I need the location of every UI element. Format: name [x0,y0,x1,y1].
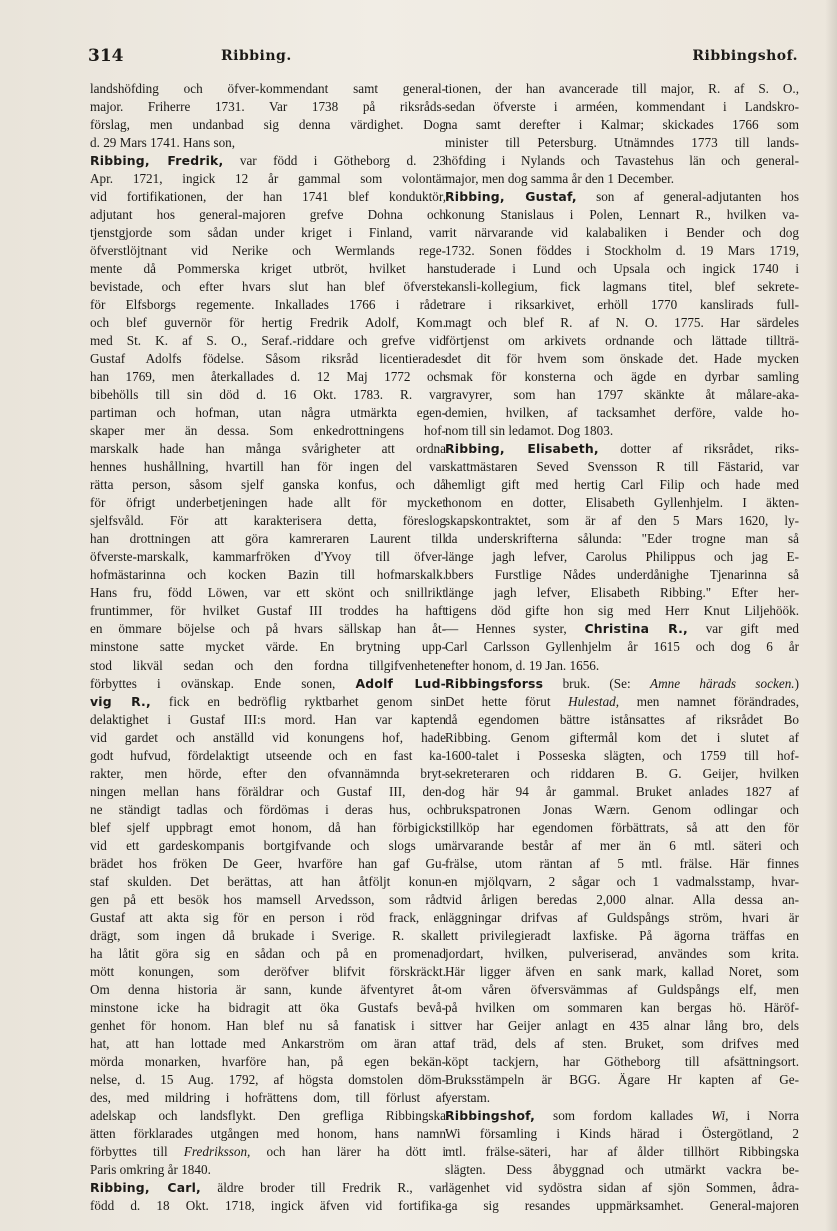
line-text: fick en bedröflig ryktbarhet genom sin [150,693,446,709]
text-line [90,350,446,368]
line-text: men namnet förändrades, [619,693,799,709]
line-text: Paris omkring år 1840. [90,1161,211,1177]
text-line [445,1197,799,1215]
line-text: delaktighet i Gustaf III:s mord. Han var kapten [90,711,446,727]
line-text: sekreteraren och riddaren B. G. Geijer, hvilken [445,765,799,781]
line-text: en ömmare böjelse och på hvars sällskap han åt- [90,621,446,637]
line-text: var född i Götheborg d. 23 [223,153,446,169]
text-line [90,494,446,512]
text-line [90,927,446,945]
text-line [90,909,446,927]
text-line [445,1071,799,1089]
entry-headword: Ribbing, Carl, [90,1179,201,1195]
text-line [90,260,446,278]
line-text: — Hennes syster, [445,621,585,637]
text-line [90,657,446,675]
right-column [445,80,799,1215]
text-line [445,134,799,152]
text-line [445,1089,799,1107]
italic-text: Wi, [711,1107,729,1123]
text-line [445,945,799,963]
text-line [90,963,446,981]
line-text: brukspatronen Jonas Wærn. Genom odlingar och [445,801,799,817]
line-text: rätta person, såsom sjelf ganska konfus, och då [90,477,446,493]
line-text: brädet hos fröken De Geer, hvarföre han gaf Gu- [90,855,446,871]
text-line [90,1017,446,1035]
line-text: han 1769, men återkallades d. 12 Maj 1772 och [90,369,446,385]
right-running-head: Ribbingshof. [692,48,798,64]
text-line [445,747,799,765]
text-line [90,1197,446,1215]
line-text: frälse, utom räntan af 5 mtl. frälse. Här finnes [445,855,799,871]
text-line [445,963,799,981]
text-line [445,657,799,675]
text-line [445,98,799,116]
text-line [90,837,446,855]
line-text: des, med mildring i hofrättens dom, till förlust af [90,1089,446,1105]
line-text: minister till Petersburg. Utnämndes 1773 till lands- [445,135,799,151]
line-text: lägenhet vid sydöstra sidan af sjön Sommen, ådra- [445,1179,799,1195]
text-line [445,1161,799,1179]
text-line [445,530,799,548]
text-line [90,620,446,638]
line-text: öfverstlöjtnant vid Nerike och Wermlands rege- [90,243,446,259]
line-text: bibehölls till sin död d. 16 Okt. 1783. R. var [90,387,446,403]
entry-headword: vig R., [90,693,151,709]
text-line [90,422,446,440]
text-line [90,747,446,765]
text-line [90,819,446,837]
text-line [90,224,446,242]
line-text: länge jagh lefver, Carolus Philippus och jag E- [445,549,799,565]
line-text: honom en dotter, Elisabeth Gyllenhjelm. I äkten- [445,495,799,511]
text-line [445,224,799,242]
text-line [90,584,446,602]
text-line [90,188,446,206]
text-line [90,314,446,332]
line-text: Gustaf Adolfs födelse. Såsom riksråd licentierades [90,351,446,367]
line-text: tigens död gifte hon sig med Herr Knut Liljehöök. [445,603,799,619]
text-line [90,566,446,584]
text-line [445,584,799,602]
line-text: tionen, der han avancerade till major, R. af S. O., [445,81,799,96]
text-line [445,404,799,422]
line-text: efter honom, d. 19 Jan. 1656. [445,657,600,673]
text-line [445,152,799,170]
line-text: i Norra [728,1107,799,1123]
line-text: gravyrer, som han 1797 skänkte åt målare-aka- [445,387,799,403]
line-text: sjelfsvåld. För att karakterisera detta, föreslog [90,513,446,529]
text-line [445,422,799,440]
text-line [445,765,799,783]
line-text: nelse, d. 15 Aug. 1792, af högsta domstolen döm- [90,1071,446,1087]
text-line [90,1125,446,1143]
text-line [445,386,799,404]
line-text: tjenstgjorde som sådan under kriget i Finland, var [90,225,446,241]
text-line [90,530,446,548]
line-text: jordart, hvilken, pulveriserad, användes som krita. [445,945,799,961]
line-text: född d. 18 Okt. 1718, ingick äfven vid fortifika- [90,1197,446,1213]
text-line [90,296,446,314]
text-line [445,566,799,584]
text-line [90,1143,446,1161]
line-text: Gustaf att akta sig för en person i röd frack, en [90,909,446,925]
line-text: ha låtit göra sig en sådan och på en promenad [90,945,446,961]
entry-headword: Ribbingshof, [445,1107,535,1123]
text-line [90,206,446,224]
text-line [445,891,799,909]
text-line [90,675,446,693]
entry-headword: Ribbing, Gustaf, [445,189,577,205]
italic-text: Amne härads socken. [650,675,795,691]
text-line [445,801,799,819]
text-line [90,999,446,1017]
line-text: af träd, dels af sten. Bruket, som drifves med [445,1035,799,1051]
line-text: Apr. 1721, ingick 12 år gammal som volontär [90,171,446,187]
page-header [88,46,798,72]
text-line [445,909,799,927]
line-text: ätten förklarades utgången med honom, hans namn [90,1125,446,1141]
line-text: staf skulden. Det berättas, att han åtföljt konun- [90,873,446,889]
line-text: för öfrigt underbetjeningen hade allt för mycket [90,495,446,511]
line-text: bruk. (Se: [543,675,651,691]
line-text: Bruksstämpeln är BGG. Ägare Hr kapten af Ge- [445,1071,799,1087]
line-text: d. 29 Mars 1741. Hans son, [90,135,236,151]
line-text: Här ligger äfven en sank mark, kallad Noret, som [445,963,799,979]
text-line [445,1179,799,1197]
text-line [445,368,799,386]
line-text: närvarande består af mer än 6 mtl. säteri och [445,837,799,853]
line-text: smak för konsterna och ägde en dyrbar samling [445,369,799,385]
italic-text: Fredriksson, [183,1143,251,1159]
text-line [90,602,446,620]
line-text: marskalk hade han många svårigheter att ordna [90,441,446,457]
line-text: hemligt gift med hertig Carl Filip och hade med [445,477,799,493]
text-line [90,386,446,404]
text-line [90,116,446,134]
line-text: hat, att han lottade med Ankarström om äran att [90,1035,446,1051]
line-text: var gift med [687,621,799,637]
text-line [445,638,799,656]
text-line [445,476,799,494]
line-text: mörda monarken, hvarföre han, på egen bekän- [90,1053,446,1069]
line-text: tillköp har egendomen förbättrats, så att den för [445,819,799,835]
text-line [445,1053,799,1071]
line-text: fruntimmer, för hvilket Gustaf III troddes ha haft [90,603,446,619]
line-text: sedan öfverste i arméen, kommendant i Landskro- [445,99,799,115]
text-line [445,170,799,188]
line-text: ) [794,675,799,691]
line-text: mtl. frälse-säteri, har af ålder tillhört Ribbingska [445,1143,799,1159]
line-text: och han lärer ha dött i [250,1143,446,1159]
text-line [445,332,799,350]
text-line [445,512,799,530]
line-text: mött konungen, som deröfver blifvit förskräckt. [90,963,446,979]
line-text: konung Stanislaus i Polen, Lennart R., hvilken va- [445,207,799,223]
line-text: 1600-talet i Posseska slägten, och 1759 till hof- [445,747,799,763]
line-text: Carl Carlsson Gyllenhjelm år 1615 och dog 6 år [445,639,799,655]
text-line [445,1107,799,1125]
entry-headword: Ribbingsforss [445,675,544,691]
page-number: 314 [88,46,124,66]
text-line [445,296,799,314]
text-line [90,1179,446,1197]
line-text: magt och blef R. af N. O. 1775. Har särdeles [445,315,799,331]
line-text: dog här 94 år gammal. Bruket anlades 1827 af [445,783,799,799]
line-text: gen på ett besök hos mamsell Arvedsson, som rådt [90,891,446,907]
text-line [445,693,799,711]
line-text: Om denna historia är sann, kunde äfventyret åt- [90,981,446,997]
line-text: Wi församling i Kinds härad i Östergötland, 2 [445,1125,799,1141]
text-line [90,783,446,801]
text-line [90,873,446,891]
line-text: för Elfsborgs regemente. Inkallades 1766 i rådet [90,297,446,313]
line-text: da underskrifterna sålunda: "Eder trogne man så [445,531,799,547]
text-line [90,404,446,422]
line-text: minstone icke ha bidragit att öka Gustafs bevå- [90,999,446,1015]
line-text: vid ett gardeskompanis bortgifvande och slogs ur [90,837,446,853]
text-line [445,116,799,134]
text-line [445,1035,799,1053]
text-line [445,783,799,801]
line-text: läggningar drifvas af Guldspångs ström, hvari är [445,909,799,925]
line-text: hennes hushållning, hvartill han för ingen del var [90,459,446,475]
text-line [90,638,446,656]
text-line [445,675,799,693]
line-text: Det hette förut [445,693,569,709]
line-text: länge jagh lefver, Elisabeth Ribbing." Efter her- [445,585,799,601]
text-line [445,1125,799,1143]
text-line [445,206,799,224]
line-text: han drottningen att göra kamreraren Laurent till [90,531,446,547]
line-text: bbers Furstlige Nådes underdånighe Tjenarinna så [445,567,799,583]
line-text: demien, hvilken, af tacksamhet derföre, valde ho- [445,405,799,421]
text-line [445,837,799,855]
text-line [90,170,446,188]
text-line [445,350,799,368]
text-line [445,981,799,999]
line-text: genhet för honom. Han blef nu så fanatisk i sitt [90,1017,446,1033]
line-text: blef sjelf uppbragt emot honom, då han förbigicks [90,819,446,835]
text-line [90,512,446,530]
line-text: drägt, som ingen då brukade i Sverige. R. skall [90,927,446,943]
text-line [445,1017,799,1035]
text-line [90,1107,446,1125]
line-text: om våren öfversvämmas af Guldspångs elf, men [445,981,799,997]
text-line [445,548,799,566]
text-line [90,80,446,98]
text-line [445,729,799,747]
text-line [445,278,799,296]
line-text: bevistade, och efter hvars slut han blef öfverste [90,279,446,295]
line-text: son af general-adjutanten hos [576,189,799,205]
line-text: adjutant hos general-majoren grefve Dohna och [90,207,446,223]
text-line [445,188,799,206]
text-line [445,494,799,512]
line-text: förbyttes till [90,1143,184,1159]
text-line [445,873,799,891]
text-line [445,260,799,278]
text-line [90,242,446,260]
line-text: landshöfding och öfver-kommendant samt general- [90,81,446,96]
line-text: nom till sin ledamot. Dog 1803. [445,423,614,439]
line-text: en mjölqvarn, 2 sågar och 1 vadmalsstamp, hvar- [445,873,799,889]
line-text: kansli-kollegium, fick lagmans titel, blef sekrete- [445,279,799,295]
line-text: ga sig resandes uppmärksamhet. General-majoren [445,1197,799,1213]
line-text: rit närvarande vid kalabaliken i Bender och dog [445,225,799,241]
entry-headword: Christina R., [584,621,688,637]
text-line [90,765,446,783]
text-line [90,1161,446,1179]
text-line [445,440,799,458]
line-text: köpt tackjern, har Götheborg till afsättningsort. [445,1053,799,1069]
text-line [90,729,446,747]
line-text: höfding i Nylands och Tavastehus län och general- [445,153,799,169]
text-line [445,855,799,873]
line-text: ver har Geijer anlagt en 435 alnar lång bro, dels [445,1017,799,1033]
page-edge-shadow [825,0,837,1231]
text-line [90,855,446,873]
line-text: med St. K. af S. O., Seraf.-riddare och grefve vid [90,333,446,349]
text-line [445,711,799,729]
line-text: ett privilegieradt laxfiske. På ägorna träffas en [445,927,799,943]
line-text: minstone satte mycket värde. En brytning upp- [90,639,446,655]
text-line [90,458,446,476]
line-text: äldre broder till Fredrik R., var [200,1179,446,1195]
line-text: slägten. Dess åbyggnad och utmärkt vackra be- [445,1161,799,1177]
text-line [445,80,799,98]
line-text: det dit för hvem som önskade det. Hade mycken [445,351,799,367]
text-line [445,620,799,638]
line-text: dotter af riksrådet, riks- [598,441,799,457]
line-text: Ribbing. Genom giftermål kom det i slutet af [445,729,799,745]
text-line [445,314,799,332]
line-text: skattmästaren Seved Svensson R till Fästarid, var [445,459,799,475]
line-text: öfverste-marskalk, kammarfröken d'Yvoy till öfver- [90,549,446,565]
line-text: partiman och hofman, utan några utmärkta egen- [90,405,446,421]
left-column [90,80,446,1215]
line-text: godt hufvud, fördelaktigt utseende och en fast ka- [90,747,446,763]
line-text: major. Friherre 1731. Var 1738 på riksråds- [90,99,446,115]
line-text: vid gardet och anställd vid konungens hof, hade [90,729,446,745]
text-line [90,1071,446,1089]
line-text: på hvilken om sommaren kan bergas hö. Häröf- [445,999,799,1015]
text-line [445,927,799,945]
line-text: ningen mellan hans föräldrar och Gustaf III, den- [90,783,446,799]
line-text: ne ständigt tadlas och fördömas i deras hus, och [90,801,446,817]
line-text: förslag, men undanbad sig denna värdighet. Dog [90,117,446,133]
line-text: som fordom kallades [535,1107,712,1123]
line-text: förtjenst om arkivets ordnande och lättade tillträ- [445,333,799,349]
text-line [90,278,446,296]
line-text: studerade i Lund och Upsala och ingick 1740 i [445,261,799,277]
text-line [90,134,446,152]
text-line [90,981,446,999]
entry-headword: Ribbing, Fredrik, [90,153,224,169]
left-running-head: Ribbing. [221,48,292,64]
line-text: vid fortifikationen, der han 1741 blef konduktör, [90,189,446,205]
text-line [90,152,446,170]
text-line [90,891,446,909]
text-line [445,458,799,476]
text-line [90,801,446,819]
line-text: adelskap och landsflykt. Den grefliga Ribbingska [90,1107,446,1123]
line-text: 1732. Sonen föddes i Stockholm d. 19 Mars 1719, [445,243,799,259]
text-line [90,548,446,566]
line-text: major, men dog samma år den 1 December. [445,171,675,187]
line-text: skapskontraktet, som är af den 5 Mars 1620, ly- [445,513,799,529]
text-line [445,999,799,1017]
entry-headword: Adolf Lud- [355,675,446,691]
text-line [90,440,446,458]
text-line [90,476,446,494]
text-line [90,693,446,711]
line-text: yerstam. [445,1089,491,1105]
text-line [90,945,446,963]
text-line [90,1089,446,1107]
line-text: förbyttes i ovänskap. Ende sonen, [90,675,356,691]
text-line [90,368,446,386]
line-text: na samt derefter i Kalmar; skickades 1766 som [445,117,799,133]
line-text: Hans fru, född Löwen, var ett skönt och snillrikt [90,585,446,601]
line-text: mente då Pommerska kriget utbröt, hvilket han [90,261,446,277]
text-line [90,1053,446,1071]
text-line [445,242,799,260]
text-line [445,602,799,620]
line-text: vid årligen beredas 2,000 alnar. Alla dessa an- [445,891,799,907]
line-text: rare i riksarkivet, erhöll 1770 kanslirads full- [445,297,799,313]
text-line [90,98,446,116]
italic-text: Hulestad, [568,693,620,709]
text-line [90,711,446,729]
text-line [445,1143,799,1161]
line-text: rakter, men hörde, efter den ofvannämnda bryt- [90,765,446,781]
text-line [90,1035,446,1053]
entry-headword: Ribbing, Elisabeth, [445,441,599,457]
text-line [445,819,799,837]
line-text: skaper mer än dessa. Som enkedrottningens hof- [90,423,446,439]
line-text: och blef guvernör för hertig Fredrik Adolf, Kom. [90,315,446,331]
line-text: hofmästarinna och kocken Bazin till hofmarskalk. [90,567,446,583]
line-text: då egendomen bättre istånsattes af riksrådet Bo [445,711,799,727]
line-text: stod likväl sedan och den fordna tillgifvenheten [90,657,446,673]
text-line [90,332,446,350]
